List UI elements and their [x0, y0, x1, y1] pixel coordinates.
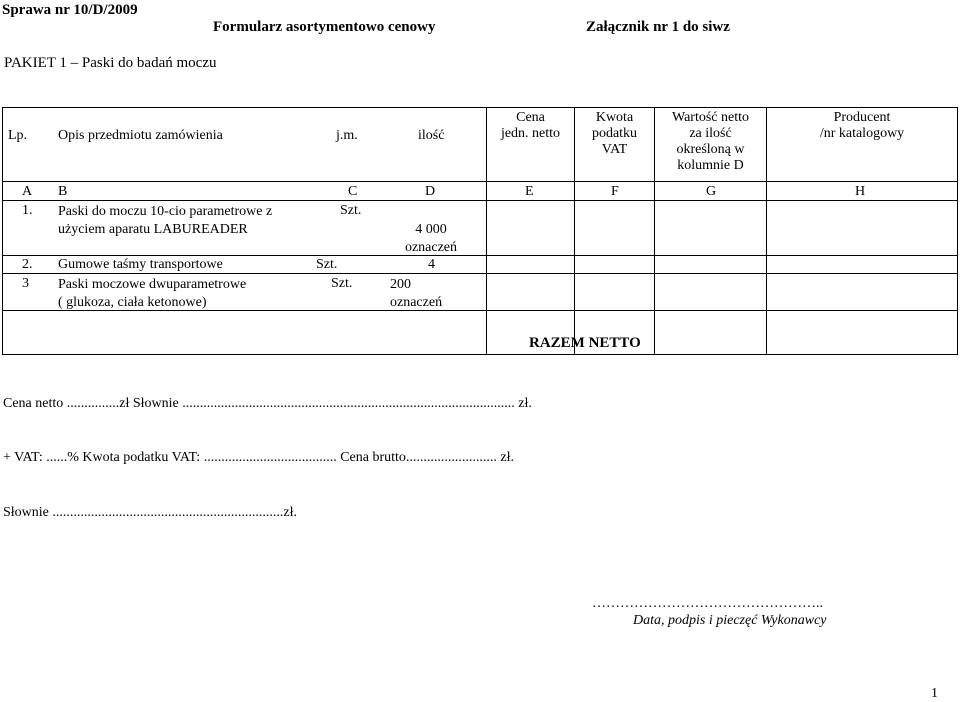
letter-c: C — [348, 184, 358, 199]
col-head-value-line: za ilość — [689, 126, 732, 141]
col-head-value-line: kolumnie D — [677, 158, 744, 173]
table-border-top — [2, 107, 958, 108]
letter-f: F — [611, 184, 619, 199]
total-net-label: RAZEM NETTO — [529, 335, 641, 351]
col-head-jm: j.m. — [336, 128, 358, 143]
col-head-vat-line: Kwota — [595, 110, 634, 125]
attachment-label: Załącznik nr 1 do siwz — [586, 19, 730, 35]
col-head-vat-line: VAT — [601, 142, 628, 157]
row1-desc-line: Paski do moczu 10-cio parametrowe z — [58, 204, 273, 219]
letter-a: A — [22, 184, 33, 199]
net-price-line: Cena netto ...............zł Słownie ............................................................................................... zł. — [3, 396, 532, 411]
col-divider-h — [766, 107, 767, 355]
row3-jm: Szt. — [331, 276, 353, 291]
signature-label: Data, podpis i pieczęć Wykonawcy — [633, 613, 827, 628]
case-number: Sprawa nr 10/D/2009 — [2, 2, 138, 18]
col-head-producer-line: /nr katalogowy — [819, 126, 905, 141]
row1-qty-line: 4 000 — [415, 222, 447, 237]
table-border-bottom — [2, 354, 958, 355]
row3-lp: 3 — [22, 276, 29, 291]
col-head-value-line: określoną w — [676, 142, 745, 157]
col-head-desc: Opis przedmiotu zamówienia — [58, 128, 223, 143]
letter-d: D — [425, 184, 436, 199]
row1-qty-line: oznaczeń — [404, 240, 458, 255]
col-head-producer — [767, 110, 957, 142]
letter-row-rule — [2, 200, 958, 201]
header-rule — [2, 181, 958, 182]
row1-desc — [58, 203, 272, 239]
row3-qty-line: oznaczeń — [390, 295, 443, 310]
row3-desc-line: ( glukoza, ciała ketonowe) — [58, 295, 207, 310]
row1-lp: 1. — [22, 203, 33, 218]
row1-qty — [392, 221, 470, 257]
row2-lp: 2. — [22, 257, 33, 272]
vat-line: + VAT: ......% Kwota podatku VAT: ...................................... Cena brutto.......................... zł. — [3, 450, 515, 465]
col-head-price-line: jedn. netto — [500, 126, 561, 141]
col-head-producer-line: Producent — [833, 110, 891, 125]
package-title: PAKIET 1 – Paski do badań moczu — [4, 55, 217, 71]
page-number: 1 — [931, 686, 938, 701]
letter-b: B — [58, 184, 68, 199]
row3-desc-line: Paski moczowe dwuparametrowe — [58, 277, 247, 292]
signature-dots: ………………………………………….. — [592, 596, 823, 611]
col-head-price — [487, 110, 574, 142]
col-head-qty: ilość — [418, 128, 445, 143]
letter-h: H — [855, 184, 866, 199]
row1-jm: Szt. — [340, 203, 362, 218]
col-head-vat — [575, 110, 654, 158]
row2-desc: Gumowe taśmy transportowe — [58, 257, 223, 272]
letter-e: E — [525, 184, 534, 199]
row1-rule — [2, 255, 958, 256]
col-head-price-line: Cena — [516, 110, 545, 125]
row3-qty-line: 200 — [390, 277, 411, 292]
words-line: Słownie ..................................................................zł. — [3, 505, 297, 520]
col-head-value-line: Wartość netto — [671, 110, 749, 125]
col-head-value — [655, 110, 766, 174]
letter-g: G — [706, 184, 717, 199]
row2-qty: 4 — [428, 257, 435, 272]
col-divider-e — [486, 107, 487, 355]
row3-qty — [390, 276, 442, 312]
form-title: Formularz asortymentowo cenowy — [213, 19, 436, 35]
row2-jm: Szt. — [316, 257, 338, 272]
col-head-lp: Lp. — [8, 128, 28, 143]
table-border-left — [2, 107, 3, 355]
col-head-vat-line: podatku — [591, 126, 638, 141]
row3-desc — [58, 276, 246, 312]
table-border-right — [957, 107, 958, 355]
row1-desc-line: użyciem aparatu LABUREADER — [58, 222, 248, 237]
row2-rule — [2, 273, 958, 274]
